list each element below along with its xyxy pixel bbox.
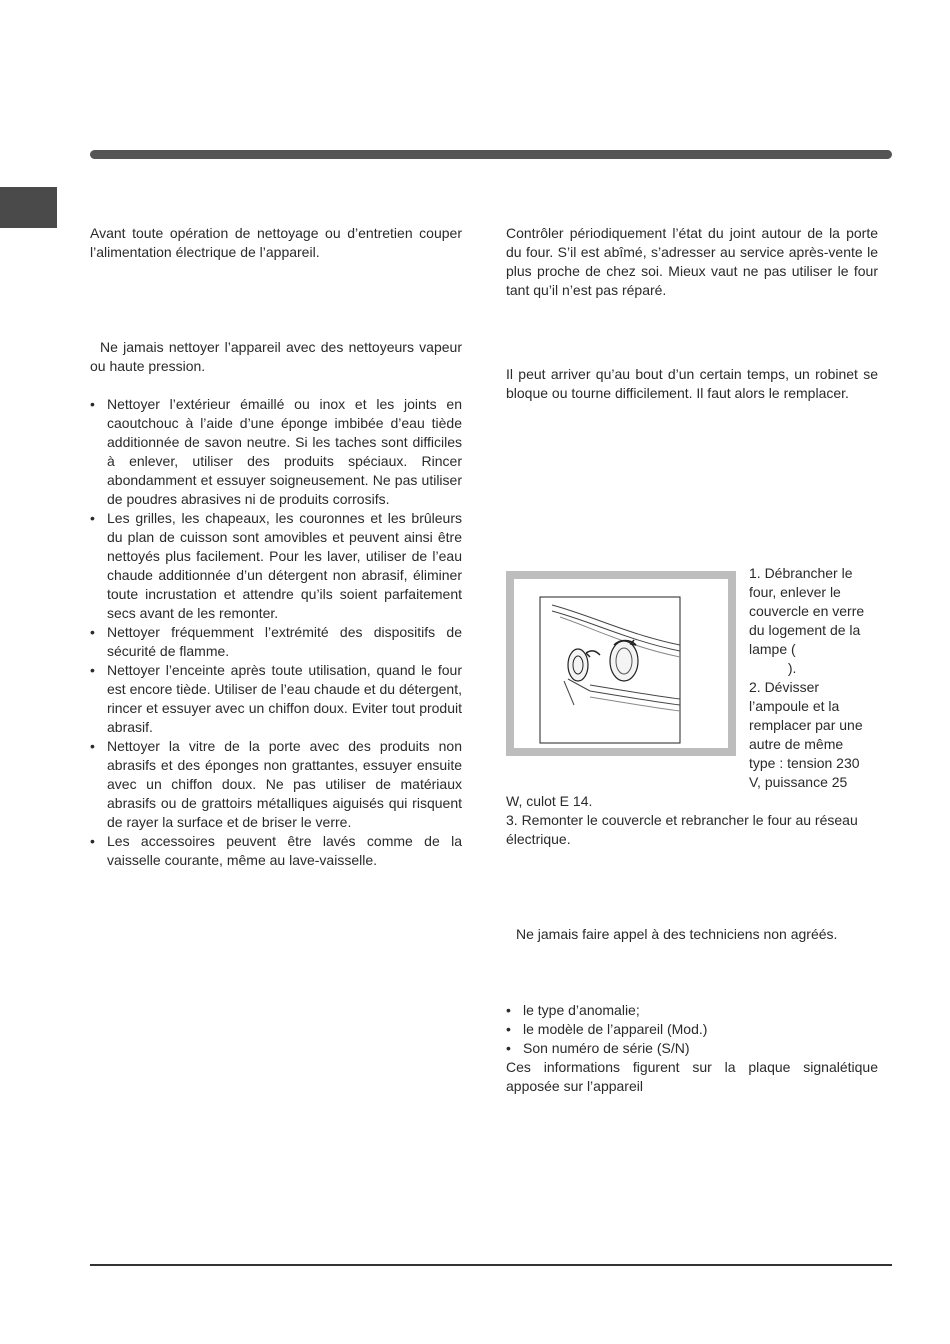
- list-item: • le modèle de l’appareil (Mod.): [506, 1020, 878, 1039]
- step-2-line: type : tension 230: [749, 755, 860, 771]
- right-column: [506, 224, 878, 403]
- service-block: [506, 925, 878, 1096]
- step-3: 3. Remonter le couvercle et rebrancher le four au réseau électrique.: [506, 812, 858, 847]
- step-1-line: 1. Débrancher le: [749, 565, 853, 581]
- step-1-line: couvercle en verre: [749, 603, 865, 619]
- list-item: • Nettoyer l’extérieur émaillé ou inox et les joints en caoutchouc à l’aide d’une éponge imbibée d’eau tiède additionnée de savon neutre. Si les taches sont difficiles à enlever, utiliser des produits spéciaux. Rincer abondamment et essuyer soigneusement. Ne pas utiliser de poudres abrasives ni de produits corrosifs.: [90, 395, 462, 509]
- step-2-line: l’ampoule et la: [749, 698, 840, 714]
- list-item: • Nettoyer l’enceinte après toute utilisation, quand le four est encore tiède. Utiliser de l’eau chaude et du détergent, rincer et essuyer avec un chiffon doux. Eviter tout produit abrasif.: [90, 661, 462, 737]
- lamp-steps-text: [749, 564, 879, 792]
- step-1-line: ).: [749, 660, 797, 676]
- step-2-line: V, puissance 25: [749, 774, 848, 790]
- language-tab: [0, 187, 57, 228]
- list-item: • Les grilles, les chapeaux, les couronnes et les brûleurs du plan de cuisson sont amovibles et peuvent ainsi être nettoyés plus facilement. Pour les laver, utiliser de l’eau chaude additionnée d’un détergent non abrasif, éliminer toute incrustation et attendre qu’ils soient parfaitement secs avant de les remonter.: [90, 509, 462, 623]
- step-2-line: autre de même: [749, 736, 844, 752]
- list-item: • le type d’anomalie;: [506, 1001, 878, 1020]
- robinet-paragraph: Il peut arriver qu’au bout d’un certain temps, un robinet se bloque ou tourne difficilement. Il faut alors le remplacer.: [506, 366, 878, 401]
- list-item: • Son numéro de série (S/N): [506, 1039, 878, 1058]
- intro-paragraph: Avant toute opération de nettoyage ou d’entretien couper l’alimentation électrique de l’appareil.: [90, 225, 462, 260]
- lamp-figure-panel: [514, 579, 728, 748]
- oven-lamp-illustration: [530, 595, 686, 745]
- list-item: • Nettoyer fréquemment l’extrémité des dispositifs de sécurité de flamme.: [90, 623, 462, 661]
- step-1-line: du logement de la: [749, 622, 861, 638]
- step-2-line: 2. Dévisser: [749, 679, 820, 695]
- pressure-warning: Ne jamais nettoyer l’appareil avec des nettoyeurs vapeur ou haute pression.: [90, 339, 462, 374]
- lamp-steps-continued: [506, 792, 878, 849]
- list-item: • Les accessoires peuvent être lavés comme de la vaisselle courante, même au lave-vaisselle.: [90, 832, 462, 870]
- info-note: Ces informations figurent sur la plaque signalétique apposée sur l’appareil: [506, 1059, 878, 1094]
- lamp-figure: [506, 571, 736, 756]
- header-bar: [90, 150, 892, 159]
- joint-paragraph: Contrôler périodiquement l’état du joint autour de la porte du four. S’il est abîmé, s’adresser au service après-vente le plus proche de chez soi. Mieux vaut ne pas utiliser le four tant qu’il n’est pas réparé.: [506, 225, 878, 298]
- left-column: [90, 224, 462, 870]
- service-warning: Ne jamais faire appel à des techniciens non agréés.: [516, 926, 838, 942]
- cleaning-list: [90, 395, 462, 870]
- info-list: [506, 1001, 878, 1058]
- step-2-tail: W, culot E 14.: [506, 793, 593, 809]
- list-item: • Nettoyer la vitre de la porte avec des produits non abrasifs et des éponges non grattantes, essuyer ensuite avec un chiffon doux. Ne pas utiliser de matériaux abrasifs ou de grattoirs métalliques aiguisés qui risquent de rayer la surface et de briser le verre.: [90, 737, 462, 832]
- step-1-line: lampe (: [749, 641, 796, 657]
- step-1-line: four, enlever le: [749, 584, 841, 600]
- step-2-line: remplacer par une: [749, 717, 863, 733]
- footer-rule: [90, 1264, 892, 1266]
